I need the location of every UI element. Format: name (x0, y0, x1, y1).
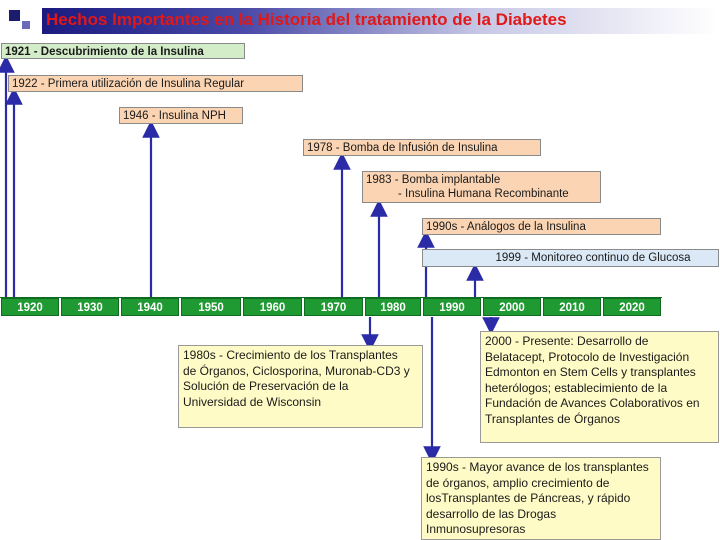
timeline-decade: 1960 (243, 298, 302, 316)
event-1983-line2: - Insulina Humana Recombinante (398, 188, 569, 200)
event-1999-label: 1999 - Monitoreo continuo de Glucosa (495, 252, 691, 264)
timeline-decade: 2010 (543, 298, 601, 316)
timeline-decade: 2000 (483, 298, 541, 316)
timeline-decade: 1930 (61, 298, 119, 316)
event-1983-line1: 1983 - Bomba implantable (366, 174, 501, 186)
event-1990s-analogs-label: 1990s - Análogos de la Insulina (426, 221, 586, 233)
event-1922 (8, 75, 303, 92)
timeline-decade: 1940 (121, 298, 179, 316)
event-1978 (303, 139, 541, 156)
event-1983 (362, 171, 601, 203)
page-title: Hechos Importantes en la Historia del tratamiento de la Diabetes (46, 10, 567, 29)
timeline-decade: 1920 (1, 298, 59, 316)
timeline-decade: 1950 (181, 298, 241, 316)
event-1921-label: 1921 - Descubrimiento de la Insulina (5, 46, 204, 58)
timeline-decade: 1990 (423, 298, 481, 316)
timeline-decade: 1970 (304, 298, 363, 316)
timeline-decade: 2020 (603, 298, 661, 316)
event-1978-label: 1978 - Bomba de Infusión de Insulina (307, 142, 498, 154)
event-1990s-transplants: 1990s - Mayor avance de los transplantes de órganos, amplio crecimiento de losTransplantes de Páncreas, y rápido desarrollo de las Drogas Inmunosupresoras (421, 457, 661, 540)
event-1980s-transplants: 1980s - Crecimiento de los Transplantes de Órganos, Ciclosporina, Muronab-CD3 y Solución de Preservación de la Universidad de Wisconsin (178, 345, 423, 428)
event-1921 (1, 43, 245, 59)
event-1922-label: 1922 - Primera utilización de Insulina Regular (12, 78, 245, 90)
event-1999 (422, 249, 719, 267)
timeline-decade: 1980 (365, 298, 421, 316)
event-1946 (119, 107, 243, 124)
event-1990s-analogs (422, 218, 661, 235)
event-2000-present: 2000 - Presente: Desarrollo de Belatacept, Protocolo de Investigación Edmonton en Stem Cells y transplantes heterólogos; establecimiento de la Fundación de Avances Colaborativos en Transplantes de Órganos (480, 331, 719, 443)
event-1946-label: 1946 - Insulina NPH (123, 110, 226, 122)
